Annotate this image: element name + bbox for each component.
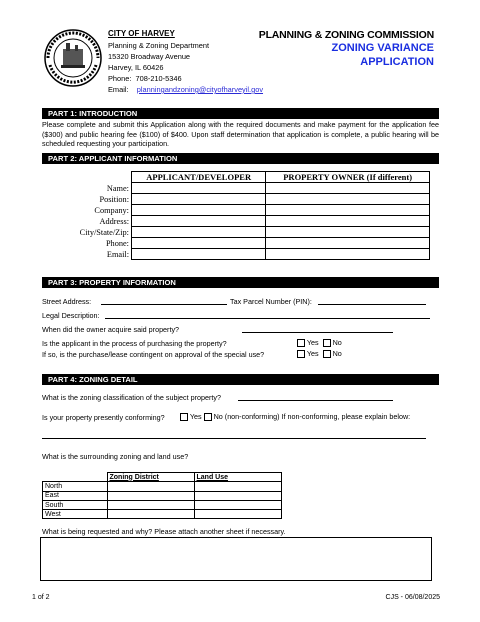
city-state-zip: Harvey, IL 60426 bbox=[108, 63, 164, 72]
contingent-no-label: No bbox=[332, 349, 342, 358]
street-address-label: Street Address: bbox=[42, 297, 92, 306]
form-subtitle: APPLICATION bbox=[360, 56, 434, 68]
south-land-use-field[interactable] bbox=[194, 500, 282, 509]
applicant-table bbox=[42, 171, 430, 260]
pin-label: Tax Parcel Number (PIN): bbox=[230, 297, 312, 306]
conforming-options bbox=[180, 412, 410, 421]
zoning-classification-question: What is the zoning classification of the subject property? bbox=[42, 393, 221, 402]
east-land-use-field[interactable] bbox=[194, 491, 282, 500]
request-explanation-box[interactable] bbox=[40, 537, 432, 581]
purchasing-yes-label: Yes bbox=[306, 338, 319, 347]
direction-west: West bbox=[43, 510, 108, 519]
applicant-phone-field[interactable] bbox=[132, 238, 266, 249]
owner-email-field[interactable] bbox=[266, 249, 430, 260]
land-use-header: Land Use bbox=[194, 473, 282, 482]
city-name: CITY OF HARVEY bbox=[108, 29, 175, 38]
west-zoning-field[interactable] bbox=[107, 510, 194, 519]
contingent-options bbox=[297, 349, 342, 358]
purchasing-question: Is the applicant in the process of purchasing the property? bbox=[42, 339, 227, 348]
purchasing-options bbox=[297, 338, 342, 347]
email-line bbox=[108, 84, 263, 95]
email-label: Email: bbox=[108, 85, 129, 94]
commission-title: PLANNING & ZONING COMMISSION bbox=[258, 29, 434, 41]
applicant-city-field[interactable] bbox=[132, 227, 266, 238]
part2-heading: PART 2: APPLICANT INFORMATION bbox=[42, 153, 439, 164]
conforming-yes-checkbox[interactable] bbox=[180, 413, 188, 421]
row-label-phone: Phone: bbox=[42, 238, 132, 249]
email-link[interactable]: planningandzoning@cityofharveyil.gov bbox=[136, 85, 264, 94]
east-zoning-field[interactable] bbox=[107, 491, 194, 500]
contingent-question: If so, is the purchase/lease contingent on approval of the special use? bbox=[42, 350, 265, 359]
legal-description-label: Legal Description: bbox=[42, 311, 100, 320]
request-question: What is being requested and why? Please attach another sheet if necessary. bbox=[42, 527, 286, 536]
part1-heading: PART 1: INTRODUCTION bbox=[42, 108, 439, 119]
row-label-city-state-zip: City/State/Zip: bbox=[42, 227, 132, 238]
phone-number: 708-210-5346 bbox=[135, 74, 182, 83]
surrounding-zoning-table bbox=[42, 472, 282, 519]
page-number: 1 of 2 bbox=[32, 594, 50, 601]
north-zoning-field[interactable] bbox=[107, 482, 194, 491]
owner-phone-field[interactable] bbox=[266, 238, 430, 249]
zoning-district-header: Zoning District bbox=[107, 473, 194, 482]
south-zoning-field[interactable] bbox=[107, 500, 194, 509]
north-land-use-field[interactable] bbox=[194, 482, 282, 491]
part1-intro-text: Please complete and submit this Application along with the required documents and make payment for the application fee ($300) and public hearing fee ($100) of $400. Upon staff determination that application is complete, a public hearing will be scheduled requesting your participation. bbox=[42, 120, 439, 148]
acquire-date-field[interactable] bbox=[242, 332, 393, 333]
row-label-name: Name: bbox=[42, 183, 132, 194]
street-address: 15320 Broadway Avenue bbox=[108, 52, 191, 61]
revision-code: CJS - 06/08/2025 bbox=[385, 594, 440, 601]
direction-south: South bbox=[43, 500, 108, 509]
owner-address-field[interactable] bbox=[266, 216, 430, 227]
contingent-yes-label: Yes bbox=[306, 349, 319, 358]
city-seal-logo bbox=[44, 29, 102, 87]
conforming-no-checkbox[interactable] bbox=[204, 413, 212, 421]
part4-heading: PART 4: ZONING DETAIL bbox=[42, 374, 439, 385]
conforming-yes-label: Yes bbox=[189, 412, 202, 421]
purchasing-no-checkbox[interactable] bbox=[323, 339, 331, 347]
applicant-position-field[interactable] bbox=[132, 194, 266, 205]
applicant-company-field[interactable] bbox=[132, 205, 266, 216]
row-label-email: Email: bbox=[42, 249, 132, 260]
owner-name-field[interactable] bbox=[266, 183, 430, 194]
applicant-column-header: APPLICANT/DEVELOPER bbox=[132, 172, 266, 183]
phone-label: Phone: bbox=[108, 74, 132, 83]
purchasing-no-label: No bbox=[332, 338, 342, 347]
purchasing-yes-checkbox[interactable] bbox=[297, 339, 305, 347]
applicant-email-field[interactable] bbox=[132, 249, 266, 260]
direction-east: East bbox=[43, 491, 108, 500]
owner-position-field[interactable] bbox=[266, 194, 430, 205]
conforming-no-label: No (non-conforming) If non-conforming, please explain below: bbox=[213, 412, 411, 421]
west-land-use-field[interactable] bbox=[194, 510, 282, 519]
legal-description-field[interactable] bbox=[105, 318, 430, 319]
surrounding-zoning-question: What is the surrounding zoning and land use? bbox=[42, 452, 189, 461]
phone-line bbox=[108, 73, 182, 84]
form-title: ZONING VARIANCE bbox=[331, 42, 434, 54]
row-label-address: Address: bbox=[42, 216, 132, 227]
direction-north: North bbox=[43, 482, 108, 491]
contingent-no-checkbox[interactable] bbox=[323, 350, 331, 358]
department-name: Planning & Zoning Department bbox=[108, 41, 210, 50]
street-address-field[interactable] bbox=[101, 304, 227, 305]
part3-heading: PART 3: PROPERTY INFORMATION bbox=[42, 277, 439, 288]
conforming-question: Is your property presently conforming? bbox=[42, 413, 165, 422]
owner-city-field[interactable] bbox=[266, 227, 430, 238]
pin-field[interactable] bbox=[318, 304, 426, 305]
owner-column-header: PROPERTY OWNER (If different) bbox=[266, 172, 430, 183]
zoning-classification-field[interactable] bbox=[238, 400, 393, 401]
acquire-question: When did the owner acquire said property? bbox=[42, 325, 180, 334]
nonconforming-explanation-field[interactable] bbox=[42, 438, 426, 439]
applicant-address-field[interactable] bbox=[132, 216, 266, 227]
contingent-yes-checkbox[interactable] bbox=[297, 350, 305, 358]
owner-company-field[interactable] bbox=[266, 205, 430, 216]
applicant-name-field[interactable] bbox=[132, 183, 266, 194]
row-label-company: Company: bbox=[42, 205, 132, 216]
row-label-position: Position: bbox=[42, 194, 132, 205]
